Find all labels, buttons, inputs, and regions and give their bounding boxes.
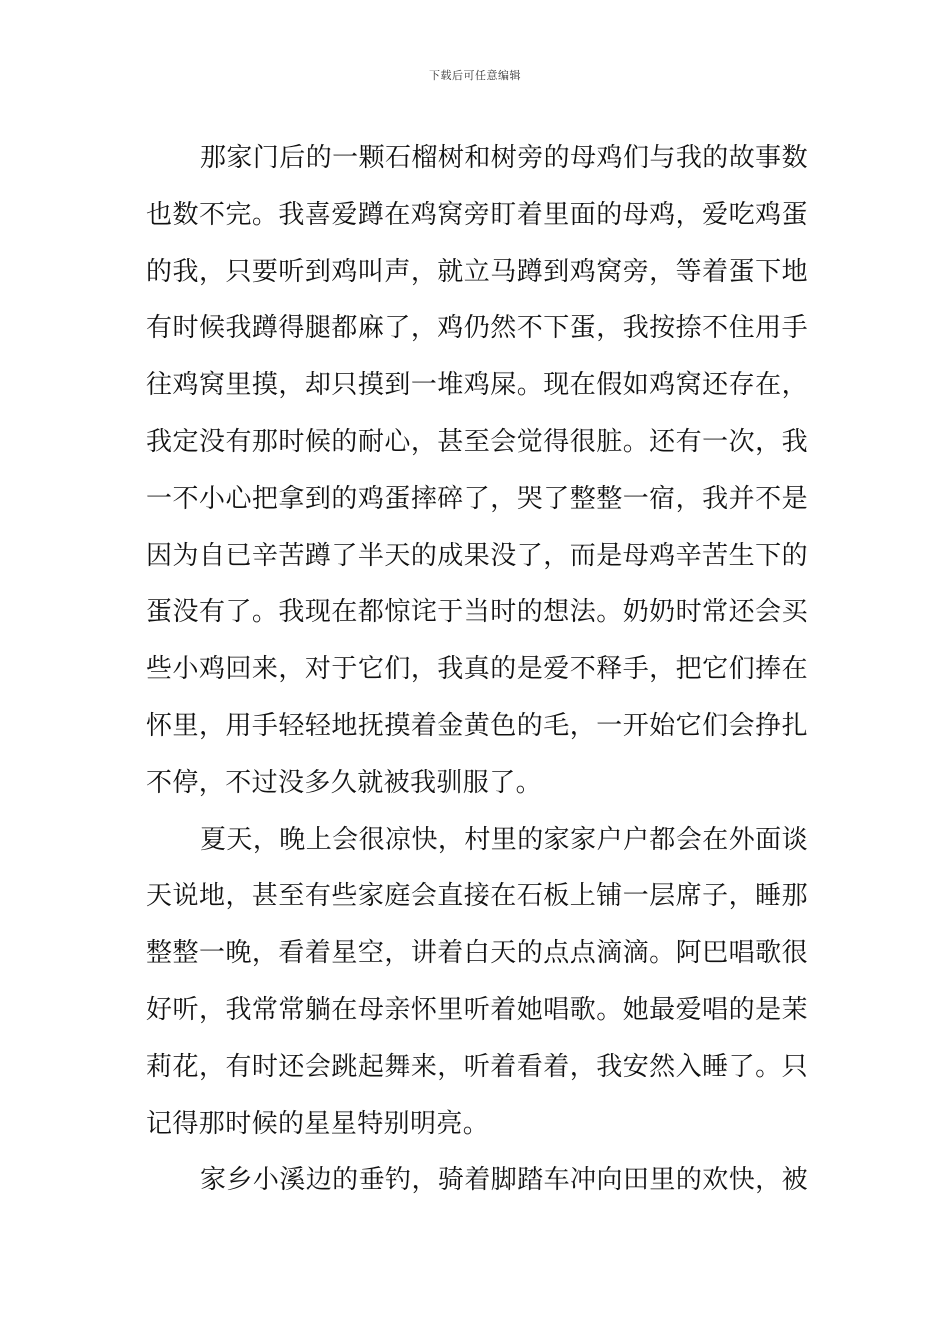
text-line: 的我，只要听到鸡叫声，就立马蹲到鸡窝旁，等着蛋下地 — [146, 256, 808, 287]
text-line: 不停，不过没多久就被我驯服了。 — [146, 767, 543, 798]
text-line: 那家门后的一颗石榴树和树旁的母鸡们与我的故事数 — [200, 143, 808, 173]
text-line: 因为自已辛苦蹲了半天的成果没了，而是母鸡辛苦生下的 — [146, 540, 808, 571]
text-line: 家乡小溪边的垂钓，骑着脚踏车冲向田里的欢快，被 — [200, 1165, 808, 1196]
text-line: 莉花，有时还会跳起舞来，听着看着，我安然入睡了。只 — [146, 1051, 808, 1082]
text-line: 我定没有那时候的耐心，甚至会觉得很脏。还有一次，我 — [146, 426, 808, 457]
text-line: 天说地，甚至有些家庭会直接在石板上铺一层席子，睡那 — [146, 881, 808, 912]
body-text — [146, 130, 808, 1209]
text-line: 往鸡窝里摸，却只摸到一堆鸡屎。现在假如鸡窝还存在， — [146, 370, 808, 401]
text-line: 好听，我常常躺在母亲怀里听着她唱歌。她最爱唱的是茉 — [146, 994, 808, 1025]
text-line: 也数不完。我喜爱蹲在鸡窝旁盯着里面的母鸡，爱吃鸡蛋 — [146, 199, 808, 230]
text-line: 怀里，用手轻轻地抚摸着金黄色的毛，一开始它们会挣扎 — [146, 710, 808, 741]
text-line: 一不小心把拿到的鸡蛋摔碎了，哭了整整一宿，我并不是 — [146, 483, 808, 514]
text-line: 夏天，晚上会很凉快，村里的家家户户都会在外面谈 — [200, 824, 808, 855]
text-line: 些小鸡回来，对于它们，我真的是爱不释手，把它们捧在 — [146, 654, 808, 685]
text-line: 蛋没有了。我现在都惊诧于当时的想法。奶奶时常还会买 — [146, 597, 808, 628]
text-line: 记得那时候的星星特别明亮。 — [146, 1108, 490, 1139]
header-note: 下载后可任意编辑 — [429, 69, 521, 82]
text-line: 整整一晚，看着星空，讲着白天的点点滴滴。阿巴唱歌很 — [146, 938, 808, 969]
text-line: 有时候我蹲得腿都麻了，鸡仍然不下蛋，我按捺不住用手 — [146, 313, 808, 344]
